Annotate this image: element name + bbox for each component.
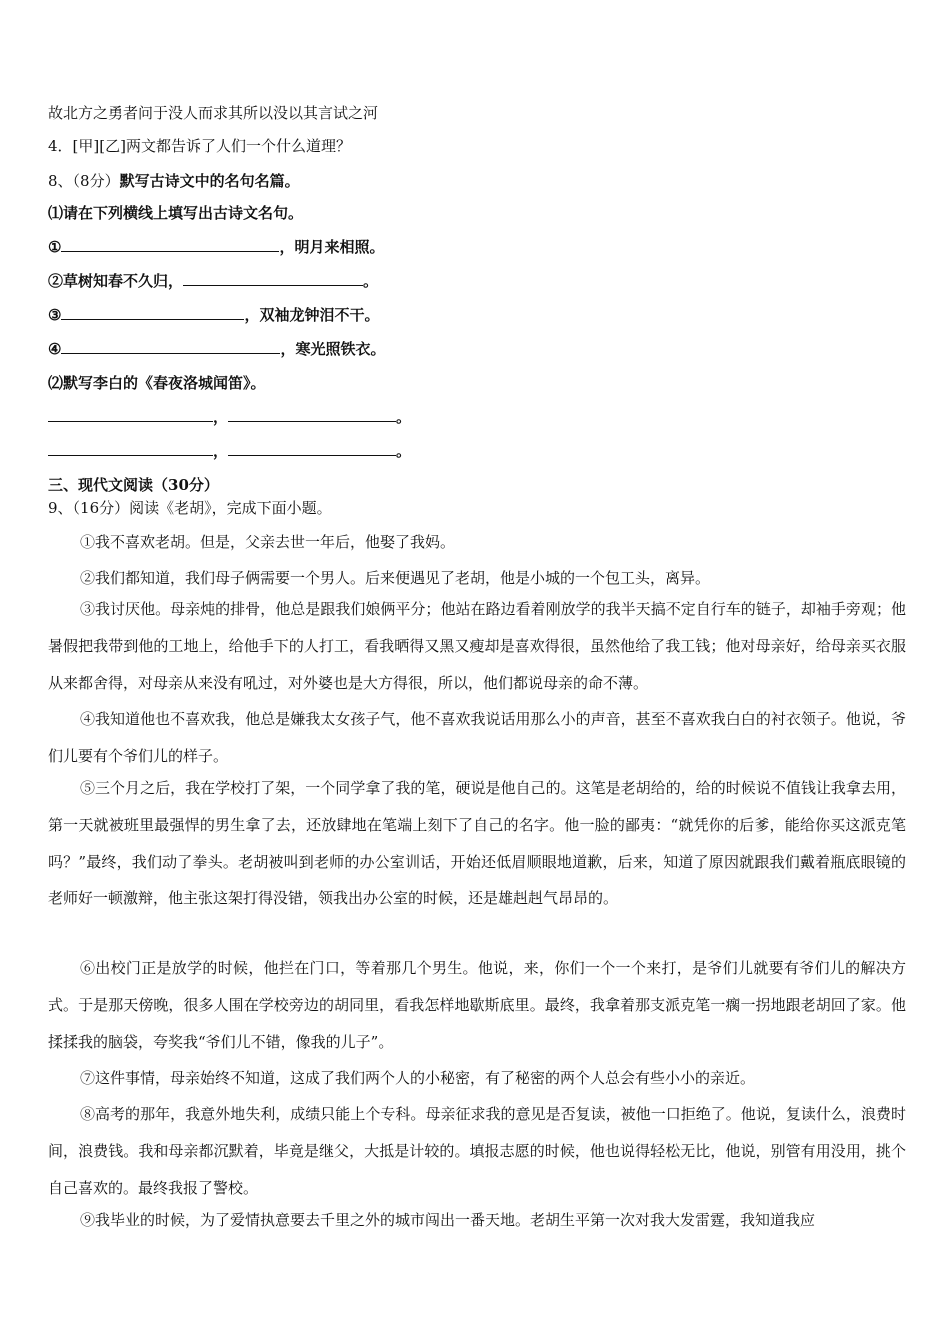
question-9: 9、（16分）阅读《老胡》，完成下面小题。 (48, 499, 332, 517)
blank-2-suffix: 。 (363, 272, 379, 290)
subquestion-2: ⑵默写李白的《春夜洛城闻笛》。 (48, 374, 266, 392)
blank-4-suffix: ，寒光照铁衣。 (280, 340, 386, 358)
paragraph-1: ①我不喜欢老胡。但是，父亲去世一年后，他娶了我妈。 (80, 533, 456, 551)
comma-1: ， (213, 408, 229, 426)
section-3-heading: 三、现代文阅读（30分） (48, 476, 219, 494)
paragraph-7: ⑦这件事情，母亲始终不知道，这成了我们两个人的小秘密，有了秘密的两个人总会有些小小的亲近。 (80, 1069, 756, 1087)
period-2: 。 (396, 442, 412, 460)
subquestion-1: ⑴请在下列横线上填写出古诗文名句。 (48, 204, 304, 222)
blank-3-suffix: ，双袖龙钟泪不干。 (244, 306, 380, 324)
blank-3-prefix: ③ (48, 306, 62, 324)
period-1: 。 (396, 408, 412, 426)
question-8-title: 默写古诗文中的名句名篇。 (119, 172, 300, 190)
fill-blank-4 (48, 339, 910, 359)
answer-blank-4[interactable] (61, 339, 280, 354)
paragraph-2: ②我们都知道，我们母子俩需要一个男人。后来便遇见了老胡，他是小城的一个包工头，离异。 (80, 569, 711, 587)
paragraph-8: ⑧高考的那年，我意外地失利，成绩只能上个专科。母亲征求我的意见是否复读，被他一口拒绝了。他说，复读什么，浪费时间，浪费钱。我和母亲都沉默着，毕竟是继父，大抵是计较的。填报志愿的时候，他也说得轻松无比，他说，别管有用没用，挑个自己喜欢的。最终我报了警校。 (48, 1105, 906, 1197)
fill-blank-3 (48, 305, 910, 325)
answer-blank-1[interactable] (61, 237, 279, 252)
fill-blank-2 (48, 271, 910, 291)
answer-blank-2[interactable] (183, 271, 363, 286)
fill-blank-1 (48, 237, 910, 257)
blank-1-prefix: ① (48, 238, 62, 256)
question-8-number: 8、（8分） (48, 172, 120, 190)
poem-blank-1[interactable] (48, 407, 213, 422)
poem-blank-row-1 (48, 407, 910, 427)
text-line-1: 故北方之勇者问于没人而求其所以没以其言试之河 (48, 104, 379, 122)
blank-4-prefix: ④ (48, 340, 62, 358)
paragraph-5: ⑤三个月之后，我在学校打了架，一个同学拿了我的笔，硬说是他自己的。这笔是老胡给的，给的时候说不值钱让我拿去用，第一天就被班里最强悍的男生拿了去，还放肆地在笔端上刻下了自己的名字。他一脸的鄙夷：“就凭你的后爹，能给你买这派克笔吗？”最终，我们动了拳头。老胡被叫到老师的办公室训话，开始还低眉顺眼地道歉，后来，知道了原因就跟我们戴着瓶底眼镜的老师好一顿激辩，他主张这架打得没错，领我出办公室的时候，还是雄赳赳气昂昂的。 (48, 779, 906, 908)
paragraph-9: ⑨我毕业的时候，为了爱情执意要去千里之外的城市闯出一番天地。老胡生平第一次对我大发雷霆，我知道我应 (80, 1211, 816, 1229)
answer-blank-3[interactable] (61, 305, 244, 320)
paragraph-3: ③我讨厌他。母亲炖的排骨，他总是跟我们娘俩平分；他站在路边看着刚放学的我半天搞不定自行车的链子，却袖手旁观；他暑假把我带到他的工地上，给他手下的人打工，看我晒得又黑又瘦却是喜欢得很，虽然他给了我工钱；他对母亲好，给母亲买衣服从来都舍得，对母亲从来没有吼过，对外婆也是大方得很，所以，他们都说母亲的命不薄。 (48, 600, 906, 692)
comma-2: ， (213, 442, 229, 460)
poem-blank-2[interactable] (228, 407, 396, 422)
question-8-header (48, 171, 910, 191)
poem-blank-3[interactable] (48, 441, 213, 456)
blank-1-suffix: ，明月来相照。 (279, 238, 385, 256)
poem-blank-row-2 (48, 441, 910, 461)
poem-blank-4[interactable] (228, 441, 396, 456)
paragraph-6: ⑥出校门正是放学的时候，他拦在门口，等着那几个男生。他说，来，你们一个一个来打，是爷们儿就要有爷们儿的解决方式。于是那天傍晚，很多人围在学校旁边的胡同里，看我怎样地歇斯底里。最终，我拿着那支派克笔一瘸一拐地跟老胡回了家。他揉揉我的脑袋，夸奖我“爷们儿不错，像我的儿子”。 (48, 959, 906, 1051)
blank-2-prefix: ②草树知春不久归， (48, 272, 184, 290)
paragraph-4: ④我知道他也不喜欢我，他总是嫌我太女孩子气，他不喜欢我说话用那么小的声音，甚至不喜欢我白白的衬衣领子。他说，爷们儿要有个爷们儿的样子。 (48, 710, 906, 765)
question-4: 4．[甲][乙]两文都告诉了人们一个什么道理？ (48, 137, 351, 155)
